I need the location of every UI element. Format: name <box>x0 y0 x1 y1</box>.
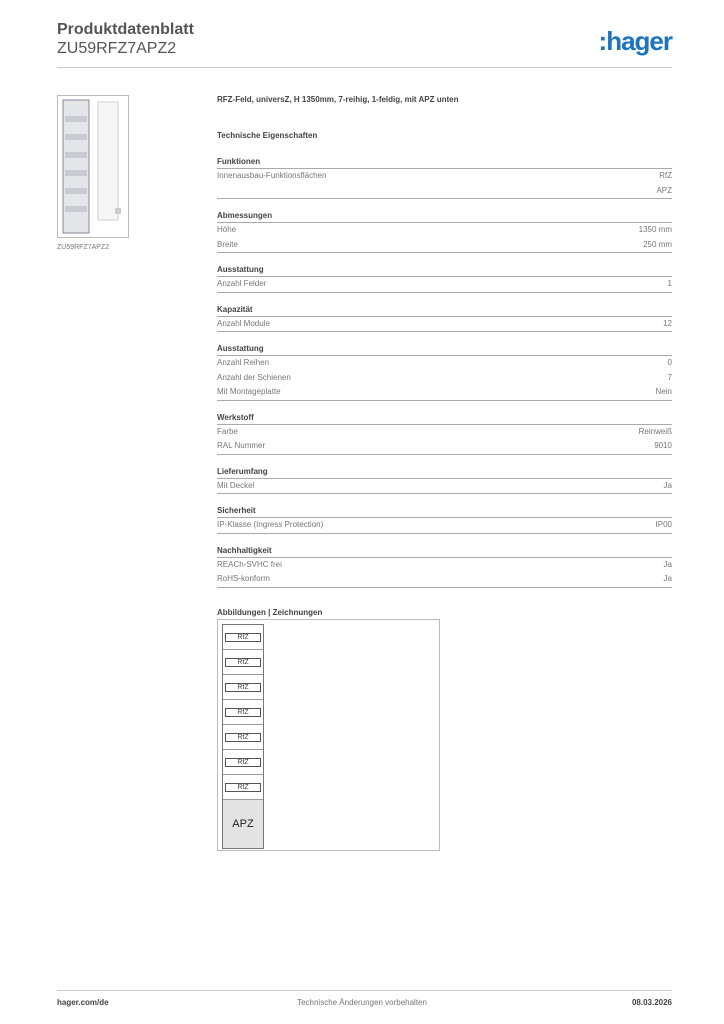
value-text: 9010 <box>654 441 672 450</box>
property-row <box>217 356 672 371</box>
rfz-slot <box>223 700 263 725</box>
property-label: Anzahl Felder <box>217 279 267 288</box>
property-label: REACh-SVHC frei <box>217 559 282 569</box>
property-row <box>217 371 672 386</box>
section <box>217 465 672 495</box>
value-text: IP00 <box>655 520 672 529</box>
tech-heading: Technische Eigenschaften <box>217 131 318 140</box>
property-value <box>663 317 672 332</box>
property-row <box>217 425 672 440</box>
section <box>217 544 672 588</box>
rfz-slot <box>223 750 263 775</box>
property-label: Mit Montageplatte <box>217 387 281 396</box>
property-row <box>217 572 672 588</box>
rfz-label: RfZ <box>225 783 261 792</box>
property-label: Anzahl Module <box>217 318 270 328</box>
section <box>217 504 672 534</box>
property-value <box>668 277 672 292</box>
value-text: 1 <box>667 279 672 288</box>
property-row <box>217 223 672 238</box>
header-divider <box>57 67 672 68</box>
page-title: Produktdatenblatt <box>57 21 194 38</box>
property-value <box>664 558 672 573</box>
value-text: 12 <box>663 318 672 328</box>
property-label: Anzahl Reihen <box>217 358 270 367</box>
property-value <box>639 425 672 440</box>
rfz-slot <box>223 675 263 700</box>
rfz-label: RfZ <box>225 708 261 717</box>
section-title: Kapazität <box>217 303 672 317</box>
technical-drawing <box>217 619 440 851</box>
image-caption: ZU59RFZ7APZ2 <box>57 244 110 251</box>
section-title: Lieferumfang <box>217 465 672 479</box>
value-text: 1350 mm <box>638 225 672 234</box>
apz-slot: APZ <box>223 800 263 848</box>
property-label: Innenausbau-Funktionsflächen <box>217 171 327 180</box>
property-label: Breite <box>217 239 238 249</box>
property-row <box>217 169 672 199</box>
property-row <box>217 518 672 534</box>
section <box>217 342 672 401</box>
section <box>217 263 672 293</box>
property-label: RoHS-konform <box>217 574 270 583</box>
panel-column <box>222 624 264 849</box>
rfz-slot <box>223 775 263 800</box>
property-label: Mit Deckel <box>217 480 255 490</box>
property-value <box>639 223 672 238</box>
product-description: RFZ-Feld, universZ, H 1350mm, 7-reihig, 1-feldig, mit APZ unten <box>217 95 459 104</box>
rfz-label: RfZ <box>225 633 261 642</box>
section <box>217 155 672 199</box>
section <box>217 303 672 333</box>
property-value <box>656 169 672 198</box>
property-label: RAL Nummer <box>217 441 266 450</box>
property-row <box>217 385 672 401</box>
product-details <box>217 95 672 617</box>
section-title: Abmessungen <box>217 209 672 223</box>
rfz-label: RfZ <box>225 683 261 692</box>
property-row <box>217 317 672 333</box>
property-value <box>664 572 672 587</box>
rfz-slot <box>223 650 263 675</box>
value-text: Nein <box>655 387 672 396</box>
footer-website[interactable]: hager.com/de <box>57 998 109 1007</box>
property-value <box>643 238 672 253</box>
section-title: Ausstattung <box>217 263 672 277</box>
property-label: Anzahl der Schienen <box>217 372 291 382</box>
property-label: IP-Klasse (Ingress Protection) <box>217 520 324 529</box>
property-row <box>217 558 672 573</box>
value-text: 7 <box>667 372 672 382</box>
footer-date: 08.03.2026 <box>631 998 672 1007</box>
section-title: Sicherheit <box>217 504 672 518</box>
property-row <box>217 439 672 455</box>
rfz-label: RfZ <box>225 733 261 742</box>
rfz-label: RfZ <box>225 658 261 667</box>
section-title: Ausstattung <box>217 342 672 356</box>
section-title: Nachhaltigkeit <box>217 544 672 558</box>
product-illustration <box>58 96 128 237</box>
footer-note: Technische Änderungen vorbehalten <box>297 998 427 1007</box>
product-image <box>57 95 129 238</box>
rfz-slot <box>223 625 263 650</box>
value-text: 250 mm <box>643 239 672 249</box>
rfz-slot <box>223 725 263 750</box>
article-number: ZU59RFZ7APZ2 <box>57 40 177 57</box>
value-text: Ja <box>663 480 672 490</box>
rfz-label: RfZ <box>225 758 261 767</box>
value-text: Ja <box>663 559 672 569</box>
property-row <box>217 479 672 495</box>
section <box>217 411 672 455</box>
property-value <box>668 356 672 371</box>
property-value <box>656 385 672 400</box>
property-label: Höhe <box>217 225 237 234</box>
property-value <box>654 439 672 454</box>
drawings-heading: Abbildungen | Zeichnungen <box>217 607 323 617</box>
property-row <box>217 277 672 293</box>
value-text: Reinweiß <box>638 426 672 436</box>
section <box>217 209 672 253</box>
value-text: 0 <box>667 358 672 367</box>
property-row <box>217 238 672 254</box>
footer-divider <box>57 990 672 991</box>
section-title: Funktionen <box>217 155 672 169</box>
section-title: Werkstoff <box>217 411 672 425</box>
value-text: APZ <box>656 185 672 195</box>
value-text: RfZ <box>659 171 672 180</box>
property-value <box>656 518 672 533</box>
value-text: Ja <box>663 574 672 583</box>
property-value <box>668 371 672 386</box>
property-value <box>664 479 672 494</box>
hager-logo: :hager <box>598 26 672 56</box>
property-label: Farbe <box>217 426 238 436</box>
